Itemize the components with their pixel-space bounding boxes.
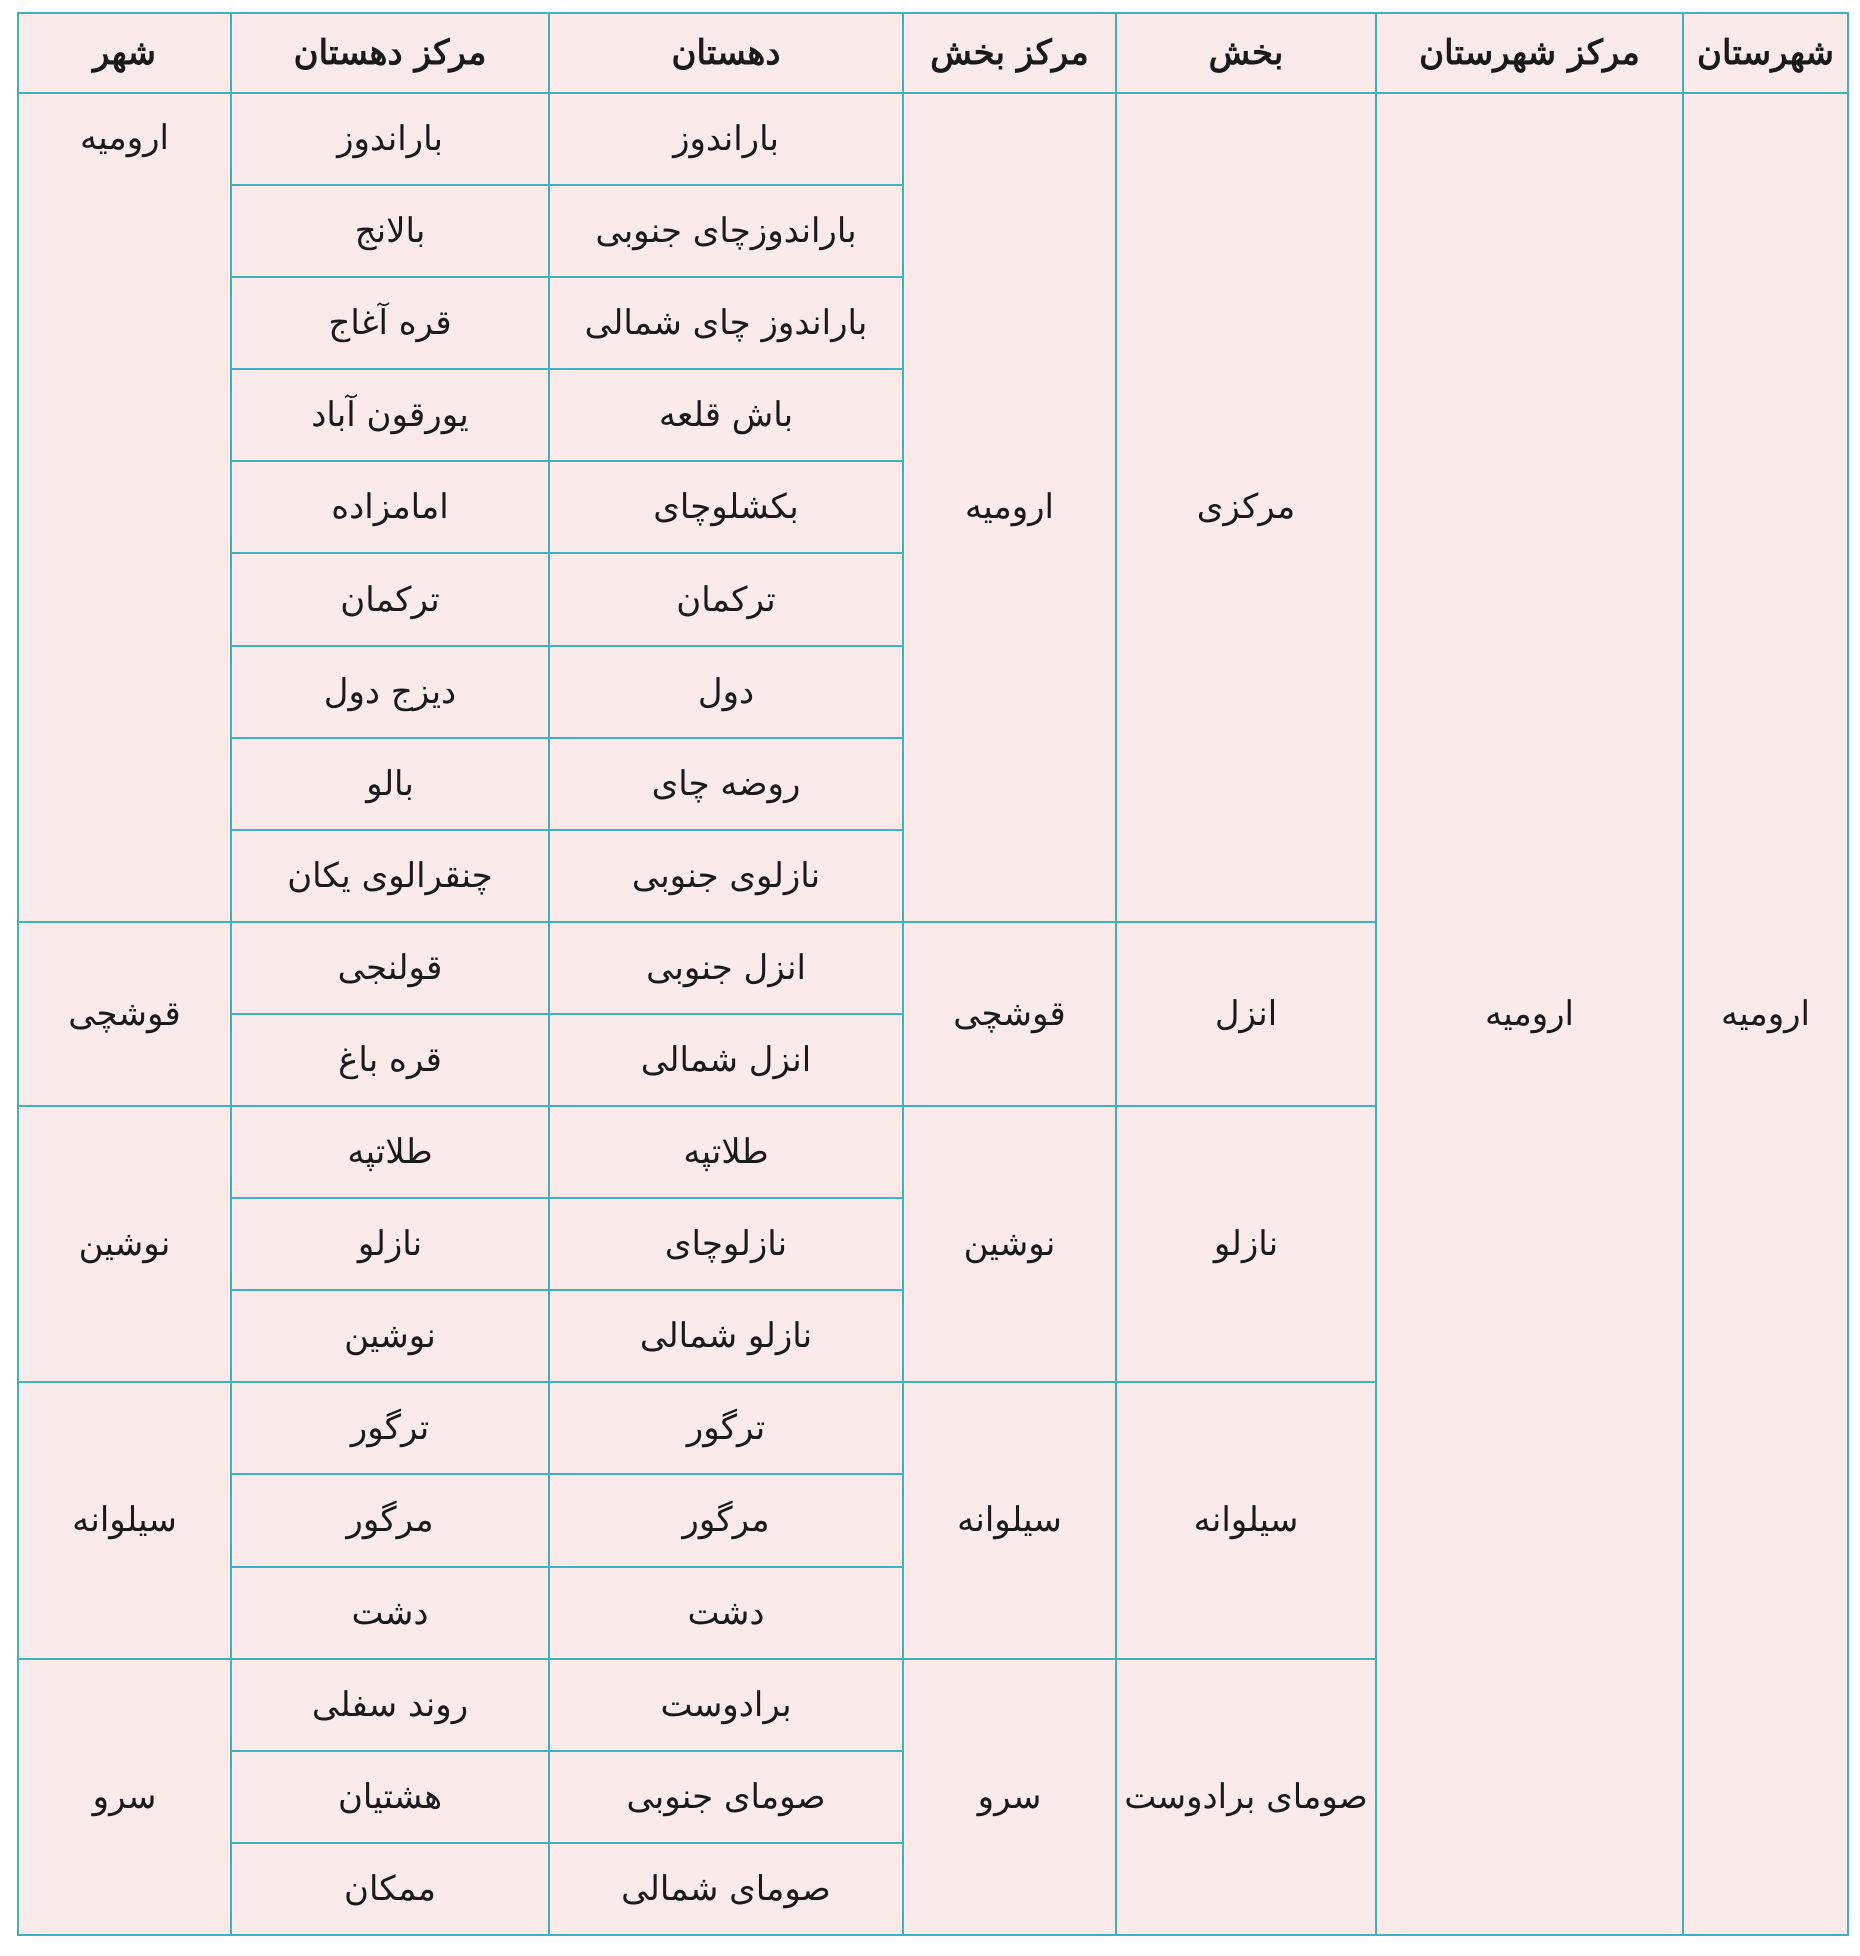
table-header (18, 13, 1848, 93)
city-cell: نوشین (18, 1106, 231, 1382)
rural-district-cell: نازلو شمالی (549, 1290, 903, 1382)
county-cell: ارومیه (1683, 93, 1848, 1935)
header-county-center: مرکز شهرستان (1376, 13, 1683, 93)
table-row (18, 93, 1848, 185)
rural-center-cell: قره آغاج (231, 277, 549, 369)
city-cell: قوشچی (18, 922, 231, 1106)
rural-center-cell: هشتیان (231, 1751, 549, 1843)
rural-district-cell: دشت (549, 1567, 903, 1659)
rural-center-cell: ممکان (231, 1843, 549, 1935)
city-cell: سیلوانه (18, 1382, 231, 1658)
rural-center-cell: باراندوز (231, 93, 549, 185)
rural-district-cell: انزل جنوبی (549, 922, 903, 1014)
rural-district-cell: روضه چای (549, 738, 903, 830)
rural-center-cell: قولنجی (231, 922, 549, 1014)
rural-district-cell: باراندوزچای جنوبی (549, 185, 903, 277)
rural-center-cell: امامزاده (231, 461, 549, 553)
header-district: بخش (1116, 13, 1376, 93)
rural-district-cell: نازلوچای (549, 1198, 903, 1290)
header-county: شهرستان (1683, 13, 1848, 93)
rural-center-cell: ترگور (231, 1382, 549, 1474)
district-cell: صومای برادوست (1116, 1659, 1376, 1935)
header-district-center: مرکز بخش (903, 13, 1116, 93)
rural-district-cell: طلاتپه (549, 1106, 903, 1198)
district-center-cell: نوشین (903, 1106, 1116, 1382)
rural-district-cell: نازلوی جنوبی (549, 830, 903, 922)
rural-district-cell: انزل شمالی (549, 1014, 903, 1106)
rural-center-cell: مرگور (231, 1474, 549, 1566)
rural-center-cell: چنقرالوی یکان (231, 830, 549, 922)
district-cell: نازلو (1116, 1106, 1376, 1382)
rural-center-cell: نوشین (231, 1290, 549, 1382)
district-center-cell: سیلوانه (903, 1382, 1116, 1658)
rural-center-cell: بالو (231, 738, 549, 830)
header-rural-district: دهستان (549, 13, 903, 93)
rural-district-cell: ترگور (549, 1382, 903, 1474)
rural-center-cell: طلاتپه (231, 1106, 549, 1198)
rural-district-cell: باراندوز چای شمالی (549, 277, 903, 369)
district-cell: سیلوانه (1116, 1382, 1376, 1658)
rural-center-cell: دشت (231, 1567, 549, 1659)
header-row (18, 13, 1848, 93)
table-body (18, 93, 1848, 1935)
rural-center-cell: روند سفلی (231, 1659, 549, 1751)
rural-center-cell: یورقون آباد (231, 369, 549, 461)
rural-district-cell: بکشلوچای (549, 461, 903, 553)
district-cell: مرکزی (1116, 93, 1376, 922)
rural-center-cell: دیزج دول (231, 646, 549, 738)
rural-center-cell: نازلو (231, 1198, 549, 1290)
header-rural-center: مرکز دهستان (231, 13, 549, 93)
city-cell: ارومیه (18, 93, 231, 922)
rural-district-cell: ترکمان (549, 553, 903, 645)
district-cell: انزل (1116, 922, 1376, 1106)
rural-district-cell: برادوست (549, 1659, 903, 1751)
district-center-cell: ارومیه (903, 93, 1116, 922)
rural-district-cell: صومای جنوبی (549, 1751, 903, 1843)
rural-district-cell: باراندوز (549, 93, 903, 185)
city-cell: سرو (18, 1659, 231, 1935)
rural-center-cell: ترکمان (231, 553, 549, 645)
rural-district-cell: مرگور (549, 1474, 903, 1566)
rural-district-cell: دول (549, 646, 903, 738)
rural-center-cell: بالانج (231, 185, 549, 277)
rural-district-cell: باش قلعه (549, 369, 903, 461)
header-city: شهر (18, 13, 231, 93)
rural-center-cell: قره باغ (231, 1014, 549, 1106)
rural-district-cell: صومای شمالی (549, 1843, 903, 1935)
region-table (17, 12, 1849, 1936)
district-center-cell: قوشچی (903, 922, 1116, 1106)
district-center-cell: سرو (903, 1659, 1116, 1935)
county-center-cell: ارومیه (1376, 93, 1683, 1935)
